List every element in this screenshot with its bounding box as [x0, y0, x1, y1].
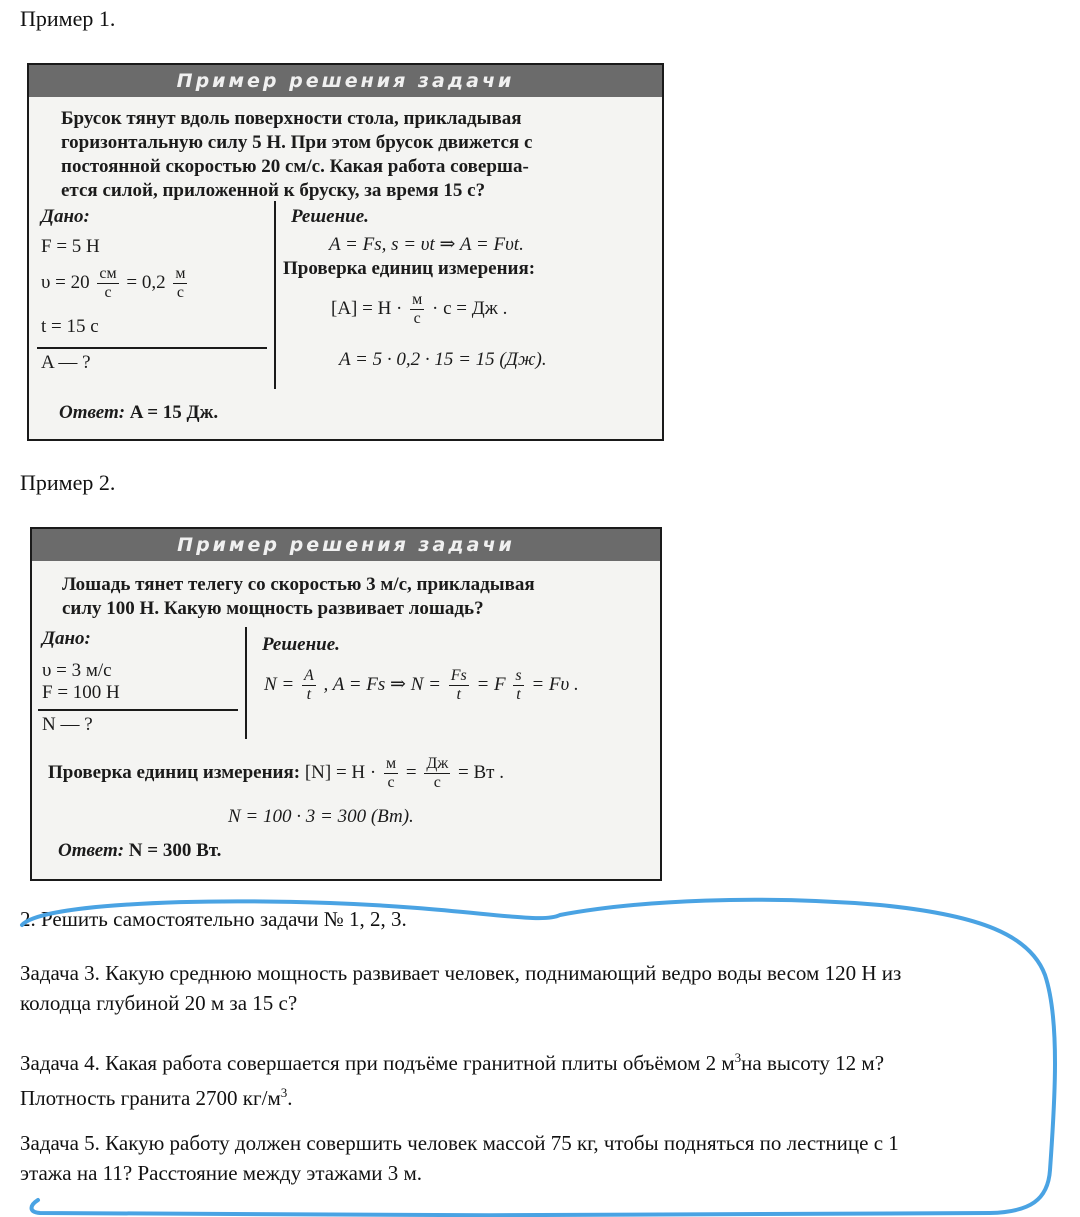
example1-given-force: F = 5 H: [41, 236, 100, 257]
fraction-numerator: Fs: [450, 667, 467, 684]
units-suffix: = Вт .: [458, 761, 504, 783]
speed-prefix: υ = 20: [41, 271, 90, 293]
example2-given-force: F = 100 H: [42, 682, 120, 703]
example1-solution-label: Решение.: [291, 206, 369, 227]
fraction-denominator: t: [516, 686, 521, 703]
example2-solution-label: Решение.: [262, 634, 340, 655]
answer-label: Ответ:: [59, 402, 126, 423]
fraction-numerator: Дж: [426, 755, 449, 772]
task-line: этажа на 11? Расстояние между этажами 3 м.: [20, 1161, 423, 1185]
example1-formula: A = Fs, s = υt ⇒ A = Fυt.: [329, 234, 524, 255]
fraction-denominator: с: [387, 774, 395, 791]
fraction-numerator: м: [175, 265, 186, 282]
problem-line: ется силой, приложенной к бруску, за время 15 с?: [61, 180, 486, 201]
task-line: колодца глубиной 20 м за 15 с?: [20, 991, 298, 1015]
example2-calculation: N = 100 · 3 = 300 (Вт).: [228, 806, 414, 827]
example1-box-title: Пример решения задачи: [29, 65, 662, 97]
formula-part: = Fυ .: [531, 673, 579, 695]
units-prefix: [N] = H ·: [304, 761, 377, 783]
example2-given-speed: υ = 3 м/с: [42, 660, 112, 681]
example2-find: N — ?: [42, 714, 93, 735]
example1-given-label: Дано:: [41, 206, 90, 227]
task-line: Задача 5. Какую работу должен совершить человек массой 75 кг, чтобы подняться по лестнице с 1: [20, 1131, 899, 1155]
fraction-numerator: м: [412, 291, 423, 308]
task-text: Задача 4. Какая работа совершается при подъёме гранитной плиты объёмом 2 м: [20, 1051, 735, 1075]
problem-line: горизонтальную силу 5 Н. При этом брусок движется с: [61, 132, 533, 153]
task-text: Плотность гранита 2700 кг/м: [20, 1086, 281, 1110]
answer-value: A = 15 Дж.: [129, 402, 219, 423]
units-suffix: · с = Дж .: [432, 297, 508, 319]
example2-heading: Пример 2.: [20, 470, 116, 495]
units-check-label: Проверка единиц измерения:: [48, 761, 301, 783]
fraction-denominator: с: [104, 284, 112, 301]
problem-line: постоянной скоростью 20 см/с. Какая работа соверша-: [61, 156, 529, 177]
speed-mid: = 0,2: [126, 271, 166, 293]
example1-given-time: t = 15 с: [41, 316, 99, 337]
formula-part: , A = Fs ⇒ N =: [323, 673, 441, 695]
task-text: на высоту 12 м?: [741, 1051, 885, 1075]
fraction-numerator: s: [515, 667, 522, 684]
example2-given-label: Дано:: [42, 628, 91, 649]
problem-line: Брусок тянут вдоль поверхности стола, прикладывая: [61, 108, 522, 129]
problem-line: силу 100 Н. Какую мощность развивает лошадь?: [62, 598, 484, 619]
example1-find: A — ?: [41, 352, 91, 373]
units-equals: =: [405, 761, 417, 783]
task-text: .: [287, 1086, 293, 1110]
task-line: Задача 3. Какую среднюю мощность развивает человек, поднимающий ведро воды весом 120 Н из: [20, 961, 902, 985]
fraction-denominator: t: [306, 686, 312, 703]
fraction-denominator: с: [413, 310, 421, 327]
formula-part: N =: [264, 673, 295, 695]
answer-label: Ответ:: [58, 840, 125, 861]
tasks-intro: 2. Решить самостоятельно задачи № 1, 2, 3.: [20, 907, 407, 931]
highlight-stroke: [22, 900, 1055, 1215]
superscript: 3: [280, 1085, 288, 1100]
fraction-numerator: м: [385, 755, 397, 772]
fraction-numerator: см: [99, 265, 117, 282]
units-prefix: [A] = H ·: [331, 297, 403, 319]
fraction-denominator: с: [176, 284, 184, 301]
example2-box-title: Пример решения задачи: [32, 529, 660, 561]
example1-units-check: Проверка единиц измерения:: [283, 258, 536, 279]
example1-heading: Пример 1.: [20, 6, 116, 31]
fraction-denominator: t: [456, 686, 461, 703]
answer-value: N = 300 Вт.: [128, 840, 222, 861]
superscript: 3: [734, 1050, 742, 1065]
problem-line: Лошадь тянет телегу со скоростью 3 м/с, прикладывая: [62, 574, 535, 595]
fraction-numerator: A: [304, 667, 314, 684]
formula-part: = F: [476, 673, 506, 695]
fraction-denominator: с: [433, 774, 441, 791]
example1-calculation: A = 5 · 0,2 · 15 = 15 (Дж).: [339, 349, 547, 370]
